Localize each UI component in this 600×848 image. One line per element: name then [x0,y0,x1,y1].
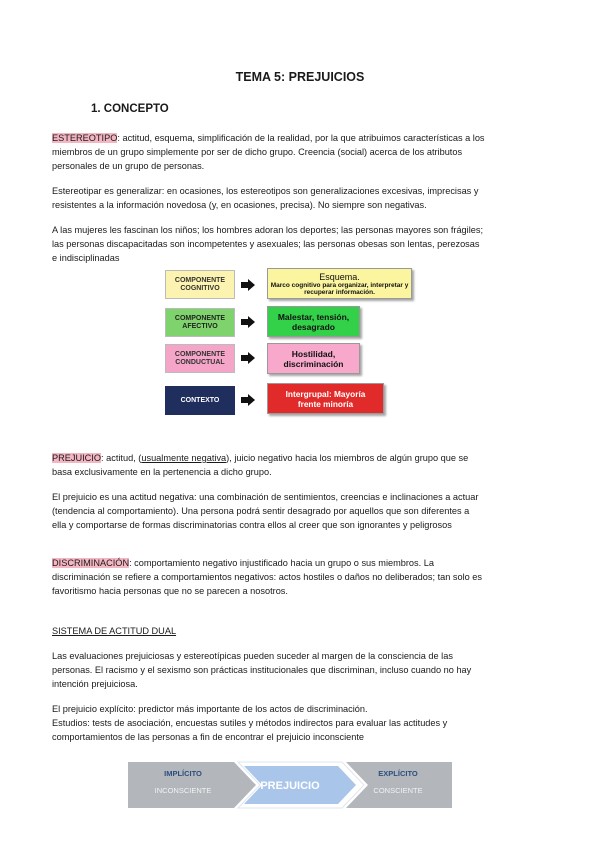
prejuicio-center-label: PREJUICIO [260,780,320,792]
text-line: El prejuicio explícito: predictor más importante de los actos de discriminación. [52,704,368,714]
term-discriminacion: DISCRIMINACIÓN [52,558,130,568]
term-estereotipo: ESTEREOTIPO [52,133,118,143]
text-line: El prejuicio es una actitud negativa: una combinación de sentimientos, creencias e inclinaciones a actuar [52,492,479,502]
paragraph-estereotipo [52,131,552,173]
paragraph-examples [52,223,552,265]
box-componente-cognitivo: COMPONENTE COGNITIVO [165,270,235,299]
text-line: (tendencia al comportamiento). Una persona podrá sentir desagrado por aquellos que son diferentes a [52,506,470,516]
text-line: A las mujeres les fascinan los niños; los hombres adoran los deportes; las personas mayores son frágiles; [52,225,484,235]
text-fragment: ), juicio negativo hacia los miembros de algún grupo que se [226,453,469,463]
box-intergrupal: Intergrupal: Mayoría frente minoría [267,383,384,414]
text-line: Estereotipar es generalizar: en ocasiones, los estereotipos son generalizaciones excesivas, imprecisas y [52,186,479,196]
text-line: ella y comportarse de formas discriminatorias contra ellos al creer que son ignorantes y peligrosos [52,520,452,530]
box-esquema [267,268,412,299]
text-line: comportamientos de las personas a fin de encontrar el prejuicio inconsciente [52,732,365,742]
implicito-title: IMPLÍCITO [164,769,202,778]
box-hostilidad: Hostilidad, discriminación [267,343,360,374]
underlined-text: usualmente negativa [141,453,227,463]
arrow-right-icon [241,279,255,291]
esquema-subtitle: Marco cognitivo para organizar, interpretar y recuperar información. [270,281,409,296]
text-line: Estudios: tests de asociación, encuestas sutiles y métodos indirectos para evaluar las actitudes y [52,718,448,728]
term-prejuicio: PREJUICIO [52,453,102,463]
section-heading-concepto: 1. CONCEPTO [91,103,169,115]
arrow-right-icon [241,316,255,328]
text-line: basa exclusivamente en la pertenencia a dicho grupo. [52,467,272,477]
paragraph-estereotipar [52,184,552,212]
section-heading-dual: SISTEMA DE ACTITUD DUAL [52,626,177,636]
text-line: resistentes a la información novedosa (y, en ocasiones, precisa). No siempre son negativas. [52,200,427,210]
implicito-subtitle: INCONSCIENTE [154,786,212,795]
page-title: TEMA 5: PREJUICIOS [235,70,365,84]
box-contexto: CONTEXTO [165,386,235,415]
esquema-title: Esquema. [319,271,360,282]
arrow-right-icon [241,394,255,406]
text-line: Las evaluaciones prejuiciosas y estereotípicas pueden suceder al margen de la consciencia de las [52,651,453,661]
text-line: las personas discapacitadas son incompetentes y asexuales; las personas obesas son lentas, perezosas [52,239,480,249]
box-componente-conductual: COMPONENTE CONDUCTUAL [165,344,235,373]
text-line: personales de un grupo de personas. [52,161,205,171]
explicito-subtitle: CONSCIENTE [373,786,423,795]
box-componente-afectivo: COMPONENTE AFECTIVO [165,308,235,337]
text-line: e indisciplinadas [52,253,120,263]
text-line: : actitud, esquema, simplificación de la realidad, por la que atribuimos características a los [117,133,485,143]
paragraph-explicito [52,702,552,744]
text-fragment: : comportamiento negativo injustificado hacia un grupo o sus miembros. La [129,558,434,568]
text-line: miembros de un grupo simplemente por ser de dicho grupo. Creencia (social) acerca de los atributos [52,147,463,157]
text-line: personas. El racismo y el sexismo son prácticas institucionales que discriminan, incluso cuando no hay [52,665,472,675]
arrow-right-icon [241,352,255,364]
explicito-title: EXPLÍCITO [378,769,418,778]
text-line: favoritismo hacia personas que no se parecen a nosotros. [52,586,288,596]
text-fragment: : actitud, ( [101,453,142,463]
paragraph-discriminacion [52,556,552,598]
paragraph-prejuicio [52,451,552,479]
box-malestar: Malestar, tensión, desagrado [267,306,360,337]
text-line: intención prejuiciosa. [52,679,138,689]
paragraph-evaluaciones [52,649,552,691]
paragraph-actitud-negativa [52,490,552,532]
text-line: discriminación se refiere a comportamientos negativos: actos hostiles o daños no deliberados; tan solo es [52,572,483,582]
